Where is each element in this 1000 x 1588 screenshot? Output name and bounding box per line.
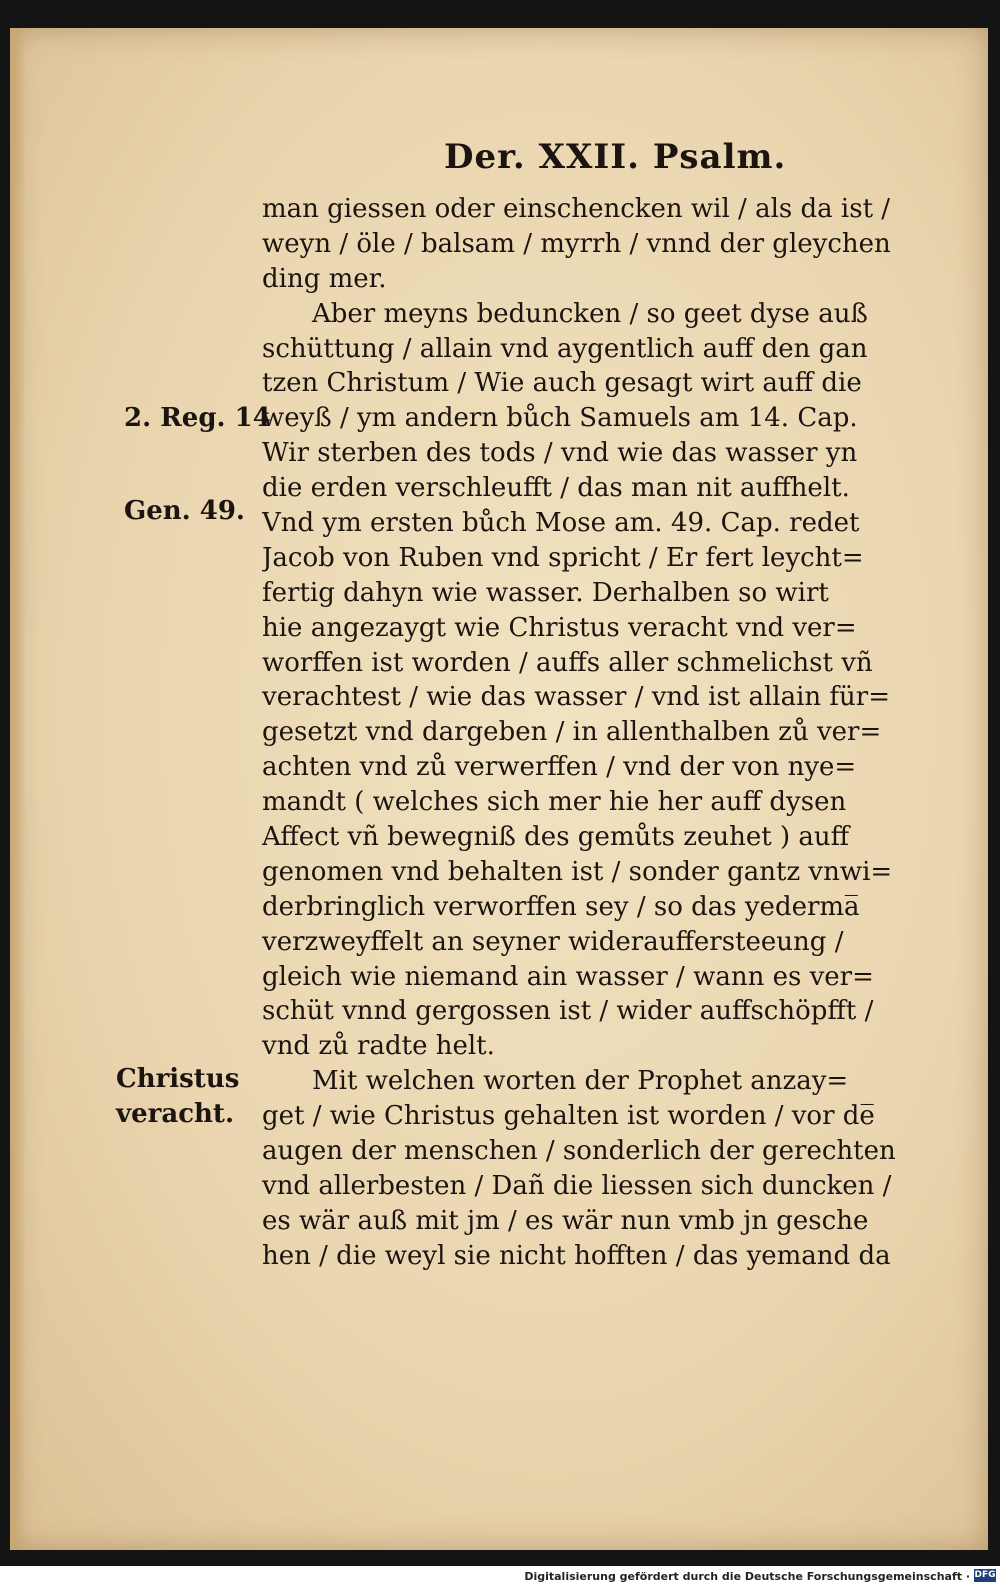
text-line: vnd zů radte helt. <box>262 1031 495 1062</box>
text-line: tzen Christum / Wie auch gesagt wirt auff die <box>262 368 862 399</box>
page-gutter-shadow <box>10 28 26 1550</box>
body-text-block <box>262 192 932 1274</box>
text-line-paragraph-start: Mit welchen worten der Prophet anzay= <box>312 1066 849 1097</box>
text-line: verzweyffelt an seyner widerauffersteeung / <box>262 926 844 957</box>
text-line: Jacob von Ruben vnd spricht / Er fert leycht= <box>262 542 864 573</box>
margin-note-reg: 2. Reg. 14 <box>124 403 271 433</box>
text-line: mandt ( welches sich mer hie her auff dysen <box>262 787 847 818</box>
text-line: weyß / ym andern bůch Samuels am 14. Cap. <box>262 403 858 434</box>
text-line: es wär auß mit jm / es wär nun vmb jn gesche <box>262 1205 869 1236</box>
text-line: schüt vnnd gergossen ist / wider auffschöpfft / <box>262 996 874 1027</box>
text-line: hen / die weyl sie nicht hofften / das yemand da <box>262 1240 891 1271</box>
text-line: verachtest / wie das wasser / vnd ist allain für= <box>262 682 890 713</box>
running-header: Der. XXII. Psalm. <box>444 137 787 177</box>
dfg-logo-icon: DFG <box>974 1570 996 1580</box>
margin-note-veracht: veracht. <box>116 1099 234 1129</box>
text-line: man giessen oder einschencken wil / als da ist / <box>262 194 891 224</box>
text-line: Affect vñ bewegniß des gemůts zeuhet ) auff <box>262 822 850 853</box>
margin-note-gen: Gen. 49. <box>124 496 245 526</box>
text-line: ding mer. <box>262 263 387 294</box>
funding-note: Digitalisierung gefördert durch die Deutsche Forschungsgemeinschaft · <box>524 1570 970 1583</box>
text-line: die erden verschleufft / das man nit auffhelt. <box>262 473 850 504</box>
text-line: genomen vnd behalten ist / sonder gantz vnwi= <box>262 856 893 887</box>
text-line: augen der menschen / sonderlich der gerechten <box>262 1136 896 1167</box>
text-line: get / wie Christus gehalten ist worden / vor de̅ <box>262 1101 875 1132</box>
text-line: worffen ist worden / auffs aller schmelichst vñ <box>262 647 873 678</box>
text-line: schüttung / allain vnd aygentlich auff den gan <box>262 333 868 364</box>
text-line: fertig dahyn wie wasser. Derhalben so wirt <box>262 577 829 608</box>
text-line: Vnd ym ersten bůch Mose am. 49. Cap. redet <box>262 508 860 539</box>
text-line: gesetzt vnd dargeben / in allenthalben zů ver= <box>262 717 882 748</box>
text-line: Wir sterben des tods / vnd wie das wasser yn <box>262 438 858 469</box>
text-line: weyn / öle / balsam / myrrh / vnnd der gleychen <box>262 228 891 259</box>
text-line: hie angezaygt wie Christus veracht vnd ver= <box>262 612 857 643</box>
text-line: derbringlich verworffen sey / so das yederma̅ <box>262 891 860 922</box>
text-line-paragraph-start: Aber meyns beduncken / so geet dyse auß <box>312 298 868 329</box>
text-line: achten vnd zů verwerffen / vnd der von nye= <box>262 752 857 783</box>
text-line: vnd allerbesten / Dañ die liessen sich duncken / <box>262 1170 892 1201</box>
margin-note-christus: Christus <box>116 1064 240 1094</box>
text-line: gleich wie niemand ain wasser / wann es ver= <box>262 961 874 992</box>
